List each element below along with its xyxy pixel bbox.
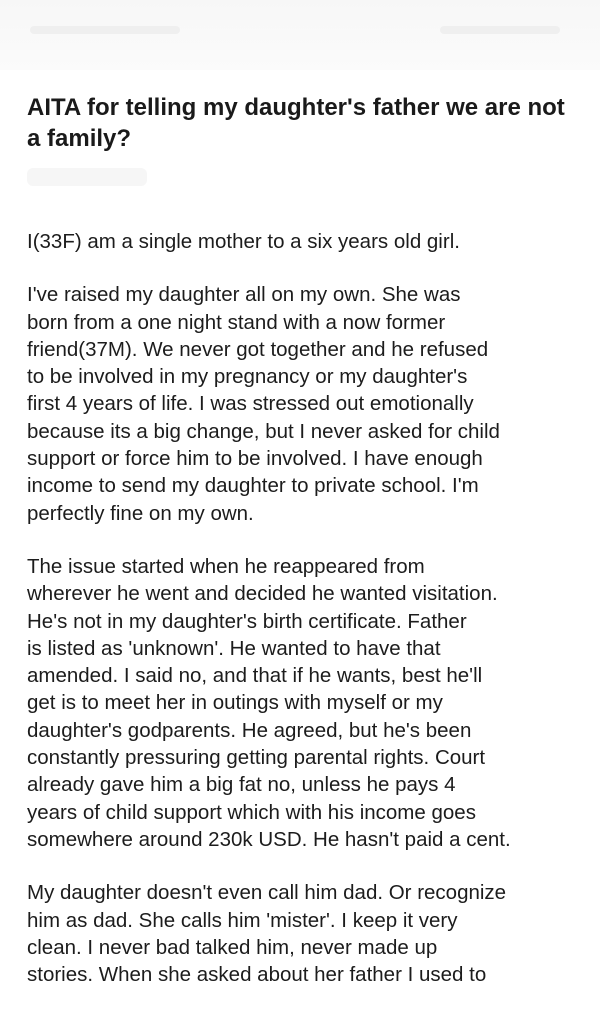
blurred-post-meta <box>27 168 147 186</box>
post-paragraph: My daughter doesn't even call him dad. Or recognize him as dad. She calls him 'mister'. I keep it very clean. I never bad talked him, never made up stories. When she asked about her father I used to <box>27 881 507 987</box>
post-title: AITA for telling my daughter's father we are not a family? <box>27 94 565 152</box>
post-paragraph: The issue started when he reappeared from wherever he went and decided he wanted visitation. He's not in my daughter's birth certificate. Father is listed as 'unknown'. He wanted to have that amended. I said no, and that if he wants, best he'll get is to meet her in outings with myself or my daughter's godparents. He agreed, but he's been constantly pressuring getting parental rights. Court already gave him a big fat no, unless he pays 4 years of child support which with his income goes somewhere around 230k USD. He hasn't paid a cent. <box>27 554 511 851</box>
blurred-text-line <box>30 26 180 34</box>
blurred-text-line <box>440 26 560 34</box>
post-paragraph: I(33F) am a single mother to a six years old girl. <box>27 230 460 253</box>
post-body <box>27 228 577 1014</box>
blurred-header <box>0 0 600 70</box>
post-paragraph: I've raised my daughter all on my own. She was born from a one night stand with a now former friend(37M). We never got together and he refused to be involved in my pregnancy or my daughter's first 4 years of life. I was stressed out emotionally because its a big change, but I never asked for child support or force him to be involved. I have enough income to send my daughter to private school. I'm perfectly fine on my own. <box>27 283 500 525</box>
